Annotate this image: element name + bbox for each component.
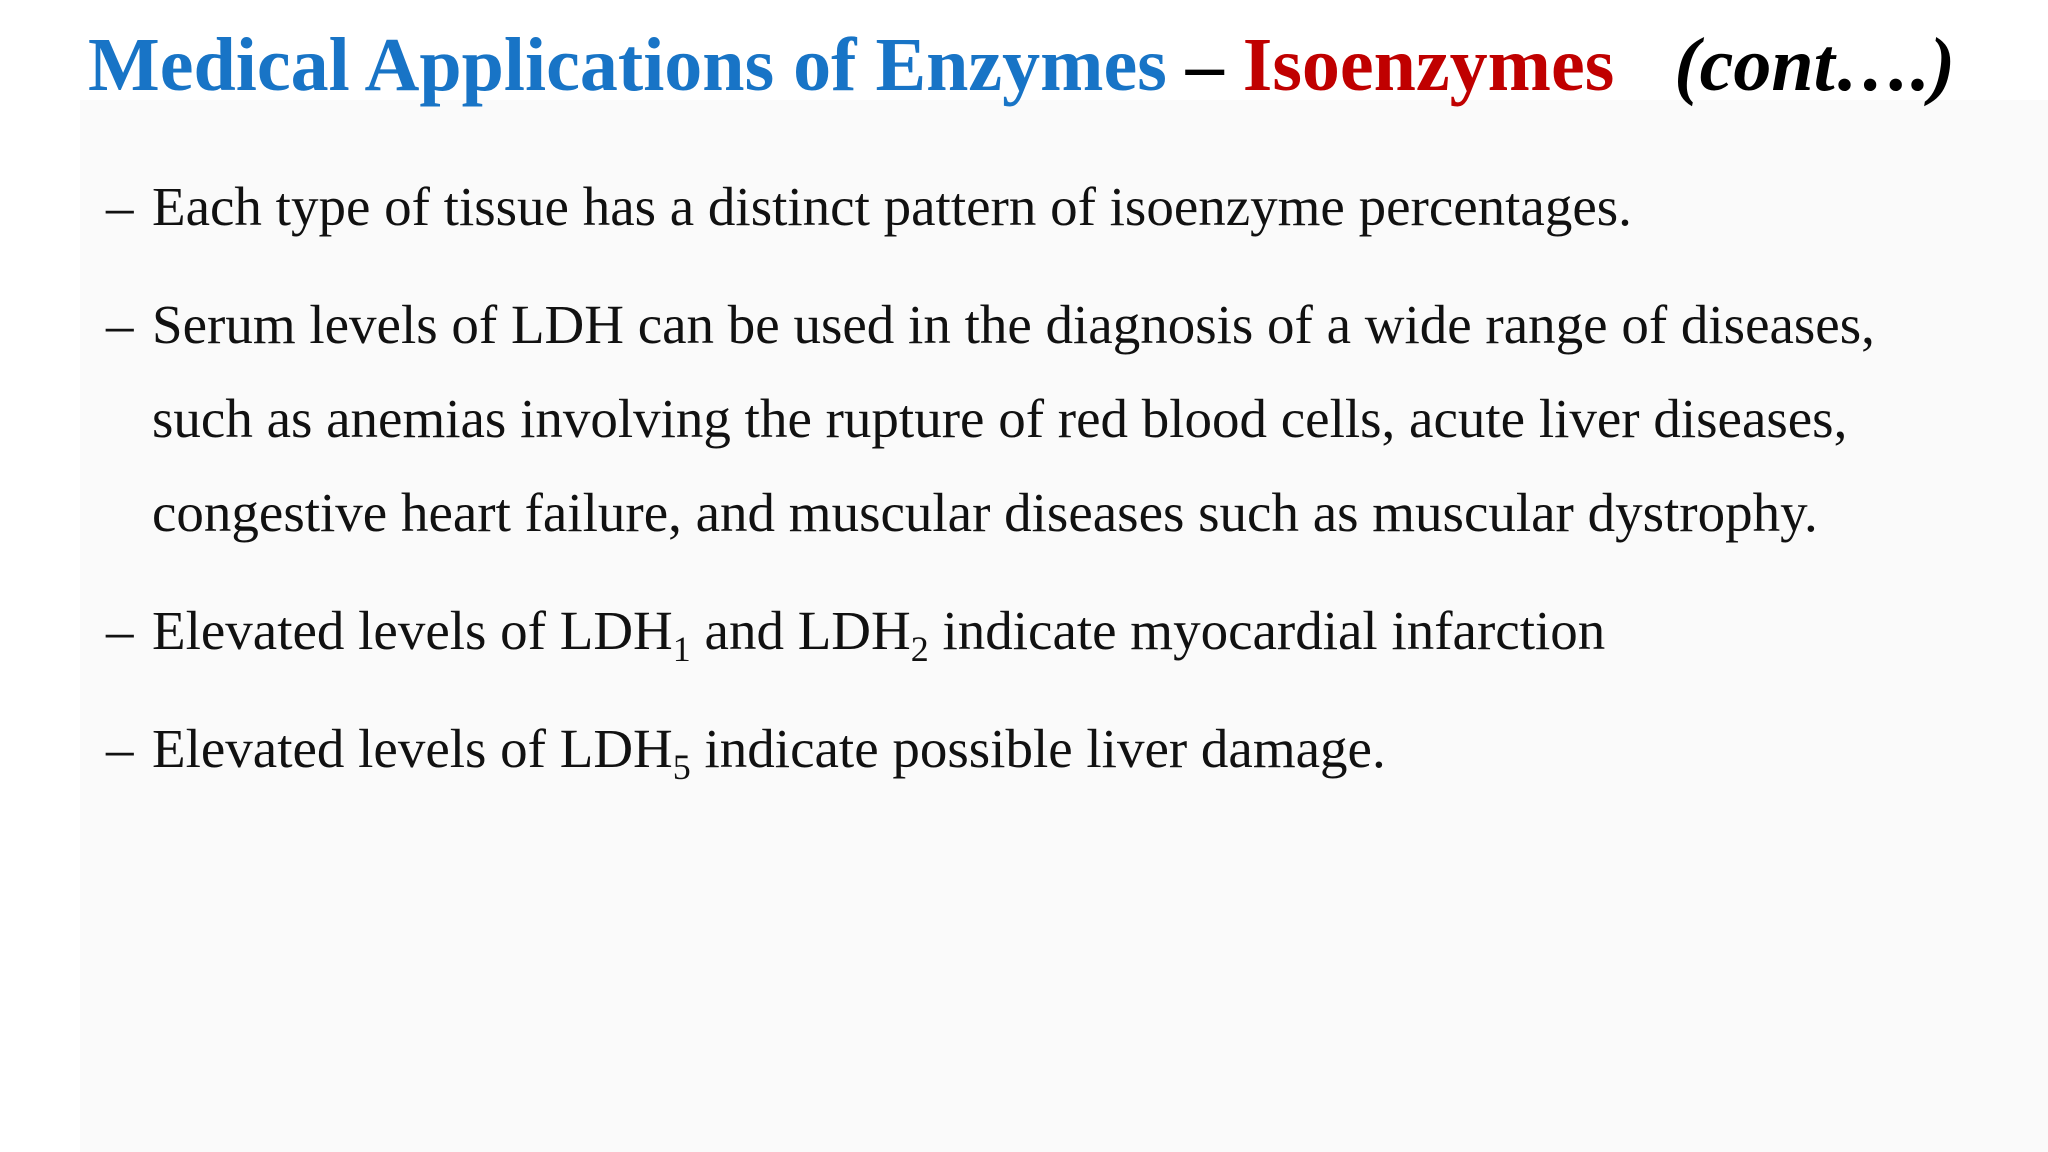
title-main: Medical Applications of Enzymes xyxy=(88,23,1167,107)
slide-title xyxy=(88,20,2048,110)
bullet-text-mid: and LDH xyxy=(690,600,911,661)
bullet-marker: – xyxy=(106,600,134,661)
bullet-text-post: indicate possible liver damage. xyxy=(690,718,1386,779)
subscript-5: 5 xyxy=(672,747,691,787)
bullet-item-tissue-pattern xyxy=(106,160,1906,254)
bullet-marker: – xyxy=(106,176,134,237)
title-dash: – xyxy=(1185,23,1224,107)
bullet-item-ldh5 xyxy=(106,702,1906,796)
subscript-2: 2 xyxy=(910,629,929,669)
title-cont: (cont….) xyxy=(1674,23,1956,107)
bullet-text-post: indicate myocardial infarction xyxy=(928,600,1606,661)
bullet-text-pre: Elevated levels of LDH xyxy=(152,600,673,661)
bullet-text-pre: Elevated levels of LDH xyxy=(152,718,673,779)
bullet-marker: – xyxy=(106,718,134,779)
bullet-text: Serum levels of LDH can be used in the diagnosis of a wide range of diseases, such as anemias involving the rupture of red blood cells, acute liver diseases, congestive heart failure, and muscular diseases such as muscular dystrophy. xyxy=(152,294,1875,543)
subscript-1: 1 xyxy=(672,629,691,669)
bullet-item-ldh-diagnosis xyxy=(106,278,1906,560)
title-accent: Isoenzymes xyxy=(1242,23,1615,107)
bullet-list xyxy=(106,160,1906,820)
bullet-item-ldh1-ldh2 xyxy=(106,584,1906,678)
bullet-text: Each type of tissue has a distinct pattern of isoenzyme percentages. xyxy=(152,176,1632,237)
bullet-marker: – xyxy=(106,294,134,355)
